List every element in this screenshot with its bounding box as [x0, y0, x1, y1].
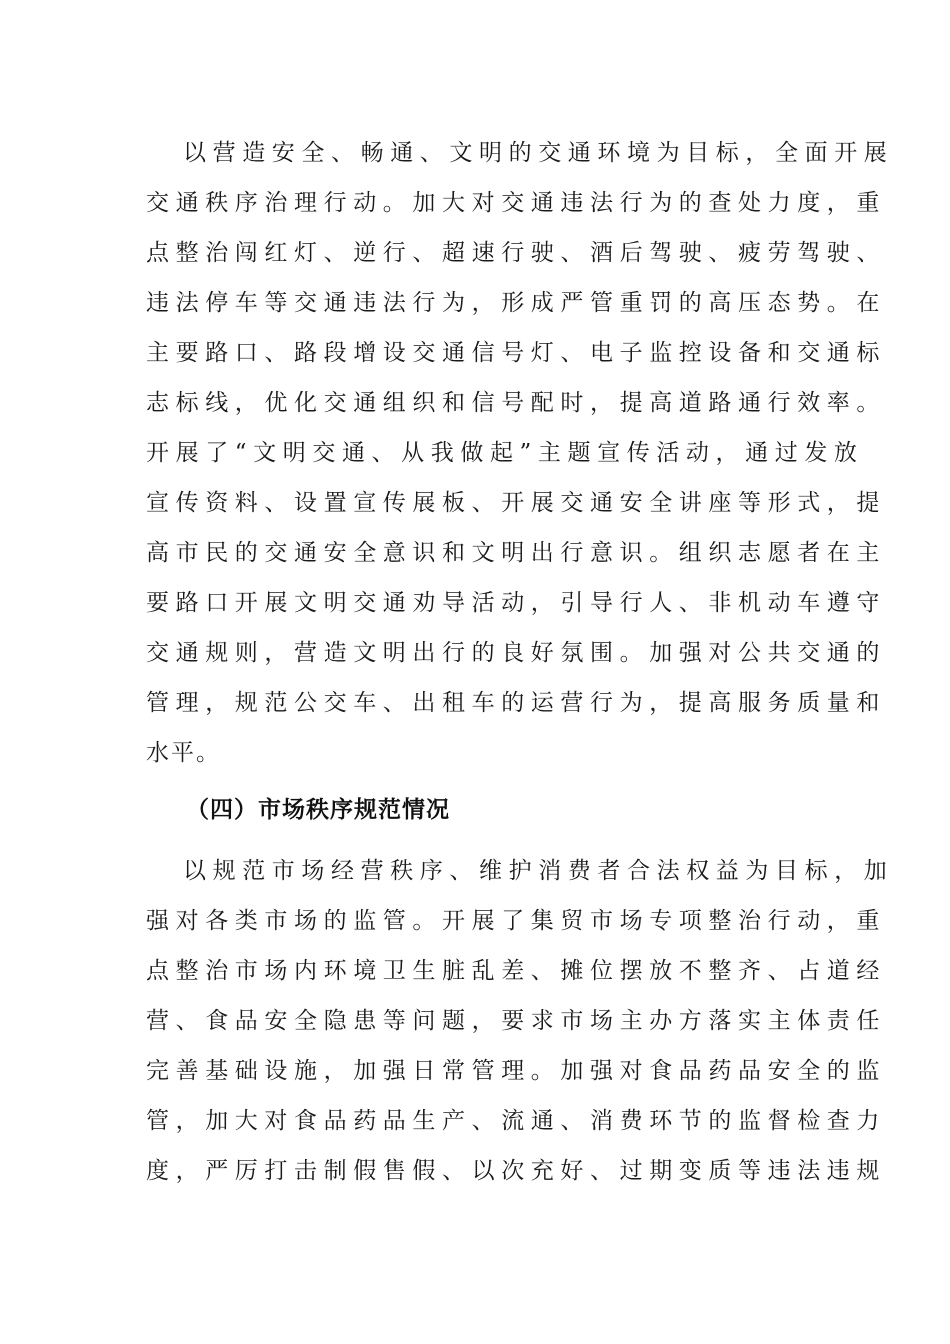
section-heading-block: [146, 785, 806, 835]
paragraph-line: 志标线，优化交通组织和信号配时，提高道路通行效率。: [146, 390, 886, 416]
paragraph-line: 开展了“文明交通、从我做起”主题宣传活动，通过发放: [146, 440, 864, 466]
paragraph-line: 交通规则，营造文明出行的良好氛围。加强对公共交通的: [146, 640, 886, 666]
paragraph-line: 以规范市场经营秩序、维护消费者合法权益为目标，加: [183, 858, 894, 884]
paragraph-line: 水平。: [146, 740, 221, 766]
paragraph-traffic-order: [146, 128, 894, 778]
paragraph-line: 营、食品安全隐患等问题，要求市场主办方落实主体责任: [146, 1008, 886, 1034]
paragraph-line: 度，严厉打击制假售假、以次充好、过期变质等违法违规: [146, 1158, 886, 1184]
paragraph-line: 违法停车等交通违法行为，形成严管重罚的高压态势。在: [146, 290, 886, 316]
paragraph-line: 完善基础设施，加强日常管理。加强对食品药品安全的监: [146, 1058, 886, 1084]
paragraph-line: 管，加大对食品药品生产、流通、消费环节的监督检查力: [146, 1108, 886, 1134]
paragraph-line: 点整治市场内环境卫生脏乱差、摊位摆放不整齐、占道经: [146, 958, 886, 984]
paragraph-line: 交通秩序治理行动。加大对交通违法行为的查处力度，重: [146, 190, 886, 216]
paragraph-line: 高市民的交通安全意识和文明出行意识。组织志愿者在主: [146, 540, 886, 566]
section-heading: （四）市场秩序规范情况: [186, 797, 450, 823]
paragraph-line: 要路口开展文明交通劝导活动，引导行人、非机动车遵守: [146, 590, 886, 616]
paragraph-line: 宣传资料、设置宣传展板、开展交通安全讲座等形式，提: [146, 490, 886, 516]
paragraph-line: 主要路口、路段增设交通信号灯、电子监控设备和交通标: [146, 340, 886, 366]
paragraph-line: 管理，规范公交车、出租车的运营行为，提高服务质量和: [146, 690, 886, 716]
paragraph-line: 点整治闯红灯、逆行、超速行驶、酒后驾驶、疲劳驾驶、: [146, 240, 886, 266]
paragraph-line: 以营造安全、畅通、文明的交通环境为目标，全面开展: [183, 140, 894, 166]
paragraph-market-order: [146, 846, 894, 1196]
paragraph-line: 强对各类市场的监管。开展了集贸市场专项整治行动，重: [146, 908, 886, 934]
